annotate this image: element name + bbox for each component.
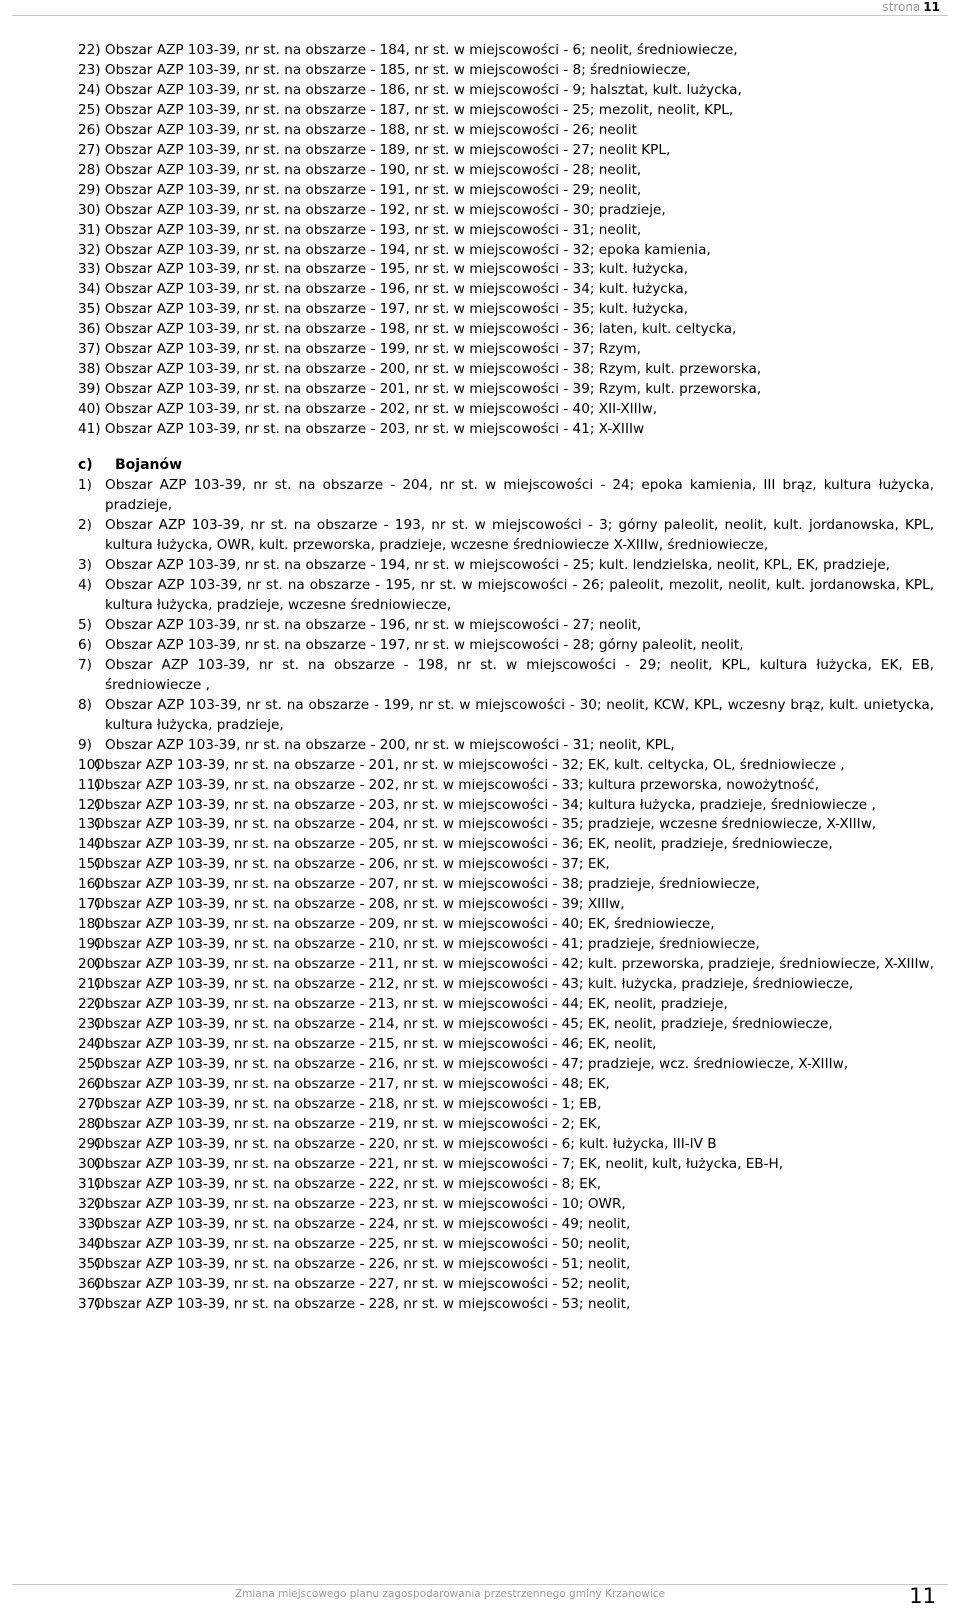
item-text: Obszar AZP 103-39, nr st. na obszarze - 203, nr st. w miejscowości - 34; kultura łużycka, pradzieje, średniowiecze , [94, 796, 876, 813]
item-text: Obszar AZP 103-39, nr st. na obszarze - 208, nr st. w miejscowości - 39; XIIIw, [94, 896, 625, 913]
item-text: Obszar AZP 103-39, nr st. na obszarze - 210, nr st. w miejscowości - 41; pradzieje, średniowiecze, [94, 936, 760, 953]
item-text: Obszar AZP 103-39, nr st. na obszarze - 218, nr st. w miejscowości - 1; EB, [94, 1096, 602, 1113]
item-number: 22) [78, 996, 101, 1013]
list-item [78, 1215, 934, 1235]
list-item: 36) Obszar AZP 103-39, nr st. na obszarze - 198, nr st. w miejscowości - 36; laten, kult. celtycka, [78, 321, 737, 338]
list-item [78, 576, 934, 616]
item-text: Obszar AZP 103-39, nr st. na obszarze - 202, nr st. w miejscowości - 33; kultura przeworska, nowożytność, [94, 776, 819, 793]
item-number: 2) [78, 516, 92, 533]
item-number: 10) [78, 756, 101, 773]
item-number: 13) [78, 816, 101, 833]
header-label: strona [882, 0, 921, 14]
list-item [78, 1135, 934, 1155]
list-item [78, 1095, 934, 1115]
list-item [78, 1175, 934, 1195]
item-number: 20) [78, 956, 101, 973]
list-item: 32) Obszar AZP 103-39, nr st. na obszarze - 194, nr st. w miejscowości - 32; epoka kamienia, [78, 241, 711, 258]
site-list-bojanow [78, 476, 934, 1315]
list-item [78, 895, 934, 915]
list-item [78, 1075, 934, 1095]
list-item: 29) Obszar AZP 103-39, nr st. na obszarze - 191, nr st. w miejscowości - 29; neolit, [78, 181, 642, 198]
item-text: Obszar AZP 103-39, nr st. na obszarze - 209, nr st. w miejscowości - 40; EK, średniowiecze, [94, 916, 715, 933]
list-item: 39) Obszar AZP 103-39, nr st. na obszarze - 201, nr st. w miejscowości - 39; Rzym, kult. przeworska, [78, 381, 762, 398]
item-number: 5) [78, 616, 92, 633]
page-header [882, 0, 940, 14]
item-number: 11) [78, 776, 101, 793]
item-text: Obszar AZP 103-39, nr st. na obszarze - 220, nr st. w miejscowości - 6; kult. łużycka, III-IV B [94, 1135, 717, 1152]
section-heading [78, 455, 182, 475]
item-number: 23) [78, 1016, 101, 1033]
list-item [78, 855, 934, 875]
item-text: Obszar AZP 103-39, nr st. na obszarze - 194, nr st. w miejscowości - 25; kult. lendzielska, neolit, KPL, EK, pradzieje, [105, 556, 890, 573]
list-item [78, 835, 934, 855]
list-item: 27) Obszar AZP 103-39, nr st. na obszarze - 189, nr st. w miejscowości - 27; neolit KPL, [78, 141, 671, 158]
list-item [78, 1295, 934, 1315]
list-item [78, 1015, 934, 1035]
item-text: Obszar AZP 103-39, nr st. na obszarze - 196, nr st. w miejscowości - 27; neolit, [105, 616, 642, 633]
item-text: Obszar AZP 103-39, nr st. na obszarze - 207, nr st. w miejscowości - 38; pradzieje, średniowiecze, [94, 876, 760, 893]
list-item: 30) Obszar AZP 103-39, nr st. na obszarze - 192, nr st. w miejscowości - 30; pradzieje, [78, 201, 666, 218]
section-title: Bojanów [115, 457, 183, 473]
item-number: 17) [78, 896, 101, 913]
item-number: 30) [78, 1155, 101, 1172]
list-item [78, 935, 934, 955]
list-item: 26) Obszar AZP 103-39, nr st. na obszarze - 188, nr st. w miejscowości - 26; neolit [78, 121, 637, 138]
item-number: 4) [78, 576, 92, 593]
item-number: 37) [78, 1295, 101, 1312]
item-text: Obszar AZP 103-39, nr st. na obszarze - 201, nr st. w miejscowości - 32; EK, kult. celtycka, OL, średniowiecze , [94, 756, 845, 773]
item-number: 6) [78, 636, 92, 653]
item-number: 34) [78, 1235, 101, 1252]
item-text: Obszar AZP 103-39, nr st. na obszarze - 214, nr st. w miejscowości - 45; EK, neolit, pradzieje, średniowiecze, [94, 1016, 833, 1033]
list-item: 41) Obszar AZP 103-39, nr st. na obszarze - 203, nr st. w miejscowości - 41; X-XIIIw [78, 421, 645, 438]
list-item [78, 1255, 934, 1275]
list-item [78, 975, 934, 995]
list-item: 34) Obszar AZP 103-39, nr st. na obszarze - 196, nr st. w miejscowości - 34; kult. łużycka, [78, 281, 688, 298]
list-item [78, 656, 934, 696]
item-number: 18) [78, 916, 101, 933]
list-item: 22) Obszar AZP 103-39, nr st. na obszarze - 184, nr st. w miejscowości - 6; neolit, średniowiecze, [78, 42, 738, 58]
item-number: 9) [78, 736, 92, 753]
list-item: 35) Obszar AZP 103-39, nr st. na obszarze - 197, nr st. w miejscowości - 35; kult. łużycka, [78, 301, 688, 318]
list-item [78, 1055, 934, 1075]
list-item: 31) Obszar AZP 103-39, nr st. na obszarze - 193, nr st. w miejscowości - 31; neolit, [78, 221, 642, 238]
item-text: Obszar AZP 103-39, nr st. na obszarze - 222, nr st. w miejscowości - 8; EK, [94, 1175, 602, 1192]
item-number: 31) [78, 1175, 101, 1192]
item-text: Obszar AZP 103-39, nr st. na obszarze - 205, nr st. w miejscowości - 36; EK, neolit, pradzieje, średniowiecze, [94, 836, 833, 853]
list-item [78, 875, 934, 895]
item-text: Obszar AZP 103-39, nr st. na obszarze - 199, nr st. w miejscowości - 30; neolit, KCW, KPL, wczesny brąz, kult. unietycka, kultura łużycka, pradzieje, [105, 696, 934, 733]
item-text: Obszar AZP 103-39, nr st. na obszarze - 212, nr st. w miejscowości - 43; kult. łużycka, pradzieje, średniowiecze, [94, 976, 854, 993]
list-item [78, 1035, 934, 1055]
list-item: 28) Obszar AZP 103-39, nr st. na obszarze - 190, nr st. w miejscowości - 28; neolit, [78, 161, 642, 178]
item-text: Obszar AZP 103-39, nr st. na obszarze - 200, nr st. w miejscowości - 31; neolit, KPL, [105, 736, 675, 753]
list-item [78, 516, 934, 556]
item-text: Obszar AZP 103-39, nr st. na obszarze - 217, nr st. w miejscowości - 48; EK, [94, 1076, 610, 1093]
item-number: 24) [78, 1036, 101, 1053]
list-item [78, 1235, 934, 1255]
item-number: 21) [78, 976, 101, 993]
item-number: 3) [78, 556, 92, 573]
list-item [78, 955, 934, 975]
list-item [78, 736, 934, 756]
list-item [78, 556, 934, 576]
list-item: 23) Obszar AZP 103-39, nr st. na obszarze - 185, nr st. w miejscowości - 8; średniowiecze, [78, 61, 691, 78]
item-text: Obszar AZP 103-39, nr st. na obszarze - 216, nr st. w miejscowości - 47; pradzieje, wcz. średniowiecze, X-XIIIw, [94, 1056, 849, 1073]
item-number: 12) [78, 796, 101, 813]
item-text: Obszar AZP 103-39, nr st. na obszarze - 193, nr st. w miejscowości - 3; górny paleolit, neolit, kult. jordanowska, KPL, kultura łużycka, OWR, kult. przeworska, pradzieje, wczesne średniowiecze X-XIIIw, średniowiecze, [105, 516, 934, 553]
item-text: Obszar AZP 103-39, nr st. na obszarze - 198, nr st. w miejscowości - 29; neolit, KPL, kultura łużycka, EK, EB, średniowiecze , [105, 656, 934, 693]
list-item [78, 1275, 934, 1295]
item-number: 29) [78, 1135, 101, 1152]
item-text: Obszar AZP 103-39, nr st. na obszarze - 204, nr st. w miejscowości - 24; epoka kamienia, III brąz, kultura łużycka, pradzieje, [105, 477, 934, 513]
footer-text: Zmiana miejscowego planu zagospodarowania przestrzennego gminy Krzanowice [234, 1588, 666, 1600]
list-item [78, 1115, 934, 1135]
list-item [78, 796, 934, 816]
item-text: Obszar AZP 103-39, nr st. na obszarze - 221, nr st. w miejscowości - 7; EK, neolit, kult, łużycka, EB-H, [94, 1155, 784, 1172]
item-number: 16) [78, 876, 101, 893]
item-number: 33) [78, 1215, 101, 1232]
list-item: 37) Obszar AZP 103-39, nr st. na obszarze - 199, nr st. w miejscowości - 37; Rzym, [78, 341, 641, 358]
item-number: 28) [78, 1116, 101, 1132]
item-text: Obszar AZP 103-39, nr st. na obszarze - 226, nr st. w miejscowości - 51; neolit, [94, 1255, 631, 1272]
list-item: 38) Obszar AZP 103-39, nr st. na obszarze - 200, nr st. w miejscowości - 38; Rzym, kult. przeworska, [78, 361, 762, 378]
list-item [78, 1155, 934, 1175]
item-number: 15) [78, 856, 101, 873]
item-text: Obszar AZP 103-39, nr st. na obszarze - 215, nr st. w miejscowości - 46; EK, neolit, [94, 1036, 657, 1053]
footer-rule [12, 1584, 948, 1585]
list-item: 40) Obszar AZP 103-39, nr st. na obszarze - 202, nr st. w miejscowości - 40; XII-XIIIw, [78, 401, 658, 418]
item-number: 32) [78, 1195, 101, 1212]
item-number: 8) [78, 696, 92, 713]
item-text: Obszar AZP 103-39, nr st. na obszarze - 195, nr st. w miejscowości - 26; paleolit, mezolit, neolit, kult. jordanowska, KPL, kultura łużycka, pradzieje, wczesne średniowiecze, [105, 576, 934, 613]
item-number: 27) [78, 1096, 101, 1113]
list-item [78, 696, 934, 736]
item-text: Obszar AZP 103-39, nr st. na obszarze - 206, nr st. w miejscowości - 37; EK, [94, 856, 610, 873]
list-item: 24) Obszar AZP 103-39, nr st. na obszarze - 186, nr st. w miejscowości - 9; halsztat, kult. lużycka, [78, 81, 742, 98]
item-number: 26) [78, 1076, 101, 1093]
list-item [78, 1195, 934, 1215]
item-number: 1) [78, 477, 92, 493]
item-text: Obszar AZP 103-39, nr st. na obszarze - 224, nr st. w miejscowości - 49; neolit, [94, 1215, 631, 1232]
header-page-number: 11 [923, 0, 940, 14]
item-number: 35) [78, 1255, 101, 1272]
item-text: Obszar AZP 103-39, nr st. na obszarze - 228, nr st. w miejscowości - 53; neolit, [94, 1295, 631, 1312]
item-text: Obszar AZP 103-39, nr st. na obszarze - 225, nr st. w miejscowości - 50; neolit, [94, 1235, 631, 1252]
item-text: Obszar AZP 103-39, nr st. na obszarze - 223, nr st. w miejscowości - 10; OWR, [94, 1195, 626, 1212]
section-label: c) [78, 457, 93, 473]
item-number: 19) [78, 936, 101, 953]
item-number: 7) [78, 656, 92, 673]
list-item [78, 616, 934, 636]
header-rule [12, 15, 948, 16]
list-item [78, 995, 934, 1015]
item-text: Obszar AZP 103-39, nr st. na obszarze - 197, nr st. w miejscowości - 28; górny paleolit, neolit, [105, 636, 744, 653]
item-text: Obszar AZP 103-39, nr st. na obszarze - 211, nr st. w miejscowości - 42; kult. przeworska, pradzieje, średniowiecze, X-XIIIw, [94, 956, 934, 973]
item-number: 25) [78, 1056, 101, 1073]
item-number: 36) [78, 1275, 101, 1292]
list-item [78, 476, 934, 516]
footer-page-number: 11 [909, 1584, 936, 1608]
list-item: 33) Obszar AZP 103-39, nr st. na obszarze - 195, nr st. w miejscowości - 33; kult. łużycka, [78, 261, 688, 278]
list-item [78, 776, 934, 796]
site-list-continued [78, 41, 938, 440]
list-item [78, 756, 934, 776]
item-text: Obszar AZP 103-39, nr st. na obszarze - 219, nr st. w miejscowości - 2; EK, [94, 1116, 602, 1132]
list-item [78, 815, 934, 835]
item-text: Obszar AZP 103-39, nr st. na obszarze - 213, nr st. w miejscowości - 44; EK, neolit, pradzieje, [94, 996, 728, 1013]
item-number: 14) [78, 836, 101, 853]
item-text: Obszar AZP 103-39, nr st. na obszarze - 204, nr st. w miejscowości - 35; pradzieje, wczesne średniowiecze, X-XIIIw, [94, 816, 877, 833]
list-item [78, 915, 934, 935]
list-item: 25) Obszar AZP 103-39, nr st. na obszarze - 187, nr st. w miejscowości - 25; mezolit, neolit, KPL, [78, 101, 734, 118]
list-item [78, 636, 934, 656]
item-text: Obszar AZP 103-39, nr st. na obszarze - 227, nr st. w miejscowości - 52; neolit, [94, 1275, 631, 1292]
